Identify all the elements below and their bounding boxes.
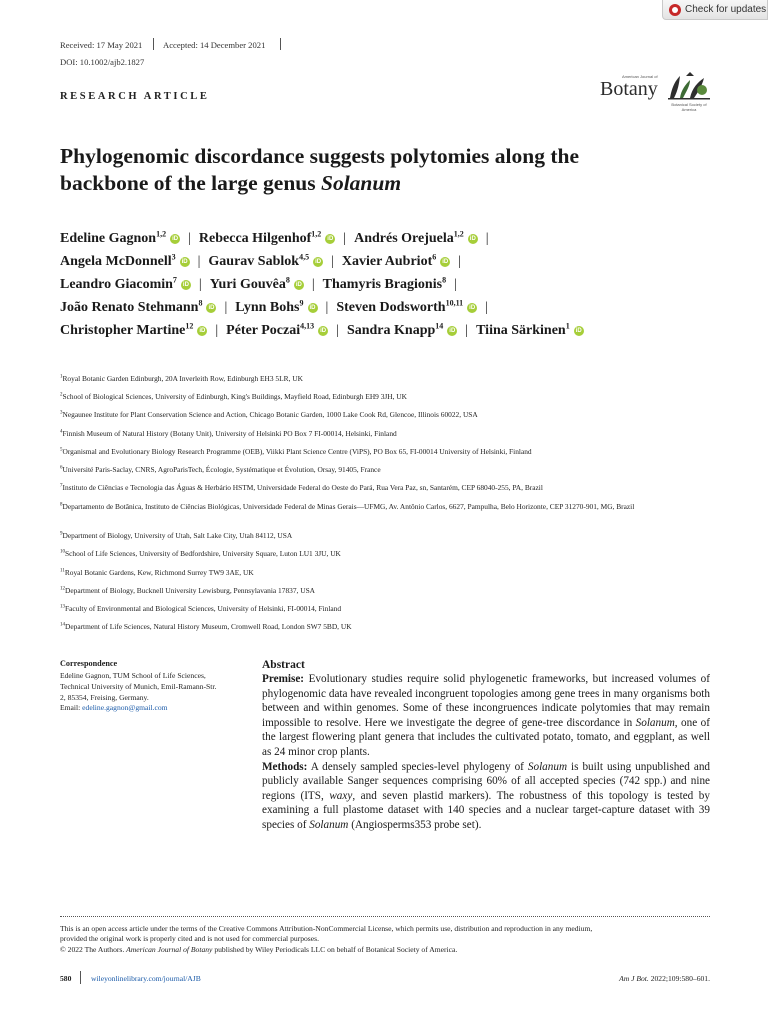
affiliation-number: 14 bbox=[60, 622, 65, 628]
affiliation-text: Department of Life Sciences, Natural History Museum, Cromwell Road, London SW7 5BD, UK bbox=[65, 622, 352, 631]
abstract-block bbox=[262, 659, 710, 833]
check-updates-icon bbox=[669, 4, 681, 16]
article-type: RESEARCH ARTICLE bbox=[60, 91, 210, 102]
author bbox=[210, 277, 304, 292]
author-line bbox=[60, 323, 584, 339]
affiliation bbox=[60, 604, 690, 614]
author-separator: | bbox=[343, 231, 347, 246]
author bbox=[347, 323, 457, 338]
page-number: 580 bbox=[60, 974, 72, 983]
author-line bbox=[60, 231, 497, 247]
orcid-icon[interactable]: iD bbox=[309, 304, 316, 311]
orcid-icon[interactable]: iD bbox=[320, 327, 327, 334]
affiliation-number: 7 bbox=[60, 483, 63, 489]
author bbox=[476, 323, 584, 338]
author-name: Andrés Orejuela bbox=[354, 231, 454, 246]
author-line bbox=[60, 300, 496, 316]
check-for-updates-label: Check for updates bbox=[685, 4, 767, 15]
author-affiliation-ref: 1,2 bbox=[453, 229, 464, 239]
affiliation-text: Finnish Museum of Natural History (Botany Unit), University of Helsinki PO Box 7 FI-00014, Helsinki, Finland bbox=[62, 429, 397, 438]
author-separator: | bbox=[311, 277, 315, 292]
author-affiliation-ref: 6 bbox=[432, 252, 437, 262]
author-line bbox=[60, 254, 469, 270]
orcid-icon[interactable]: iD bbox=[449, 327, 456, 334]
affiliation bbox=[60, 429, 690, 439]
journal-kicker: American Journal of bbox=[622, 74, 658, 79]
author bbox=[336, 300, 477, 315]
author-name: Angela McDonnell bbox=[60, 254, 172, 269]
affiliation bbox=[60, 531, 690, 541]
author-affiliation-ref: 8 bbox=[285, 275, 290, 285]
received-date: Received: 17 May 2021 bbox=[60, 40, 143, 50]
affiliation bbox=[60, 568, 690, 578]
affiliation bbox=[60, 447, 690, 457]
orcid-icon[interactable]: iD bbox=[469, 304, 476, 311]
accepted-date: Accepted: 14 December 2021 bbox=[163, 40, 266, 50]
orcid-icon[interactable]: iD bbox=[182, 281, 189, 288]
affiliation bbox=[60, 392, 690, 402]
correspondence-block bbox=[60, 659, 260, 714]
affiliation-number: 2 bbox=[60, 392, 63, 398]
affiliation-number: 4 bbox=[60, 429, 63, 435]
affiliation-text: Department of Biology, Bucknell University Lewisburg, Pennsylavania 17837, USA bbox=[65, 586, 316, 595]
affiliation-number: 5 bbox=[60, 447, 63, 453]
orcid-icon[interactable]: iD bbox=[172, 235, 179, 242]
plant-logo-icon bbox=[666, 72, 712, 102]
citation: Am J Bot. 2022;109:580–601. bbox=[619, 974, 710, 983]
author bbox=[60, 323, 207, 338]
society-name: Botanical Society of America bbox=[671, 102, 707, 112]
author-separator: | bbox=[325, 300, 329, 315]
author-affiliation-ref: 10,11 bbox=[445, 298, 464, 308]
author-affiliation-ref: 8 bbox=[442, 275, 447, 285]
orcid-icon[interactable]: iD bbox=[208, 304, 215, 311]
author-separator: | bbox=[331, 254, 334, 269]
author bbox=[342, 254, 450, 269]
correspondence-email-link[interactable]: edeline.gagnon@gmail.com bbox=[82, 703, 168, 713]
author-name: Sandra Knapp bbox=[346, 323, 436, 338]
orcid-icon[interactable]: iD bbox=[199, 327, 206, 334]
affiliation-text: Departamento de Botânica, Instituto de Ciências Biológicas, Universidade Federal de Minas Gerais—UFMG, Av. Antônio Carlos, 6627, Pampulha, Belo Horizonte, CEP 31270-901, MG, Brazil bbox=[62, 502, 635, 511]
abstract-methods: Methods: A densely sampled species-level phylogeny of Solanum is built using unpublished and publicly available Sanger sequences comprising 60% of all accepted species (742 spp.) and nine regions (ITS, waxy, and seven plastid markers). The robustness of this topology is tested by examining a full plastome dataset with 140 species and a nuclear target-capture dataset with 39 species of Solanum (Angiosperms353 probe set). bbox=[262, 760, 711, 831]
journal-url-link[interactable]: wileyonlinelibrary.com/journal/AJB bbox=[91, 974, 201, 983]
affiliation-number: 8 bbox=[60, 502, 63, 508]
author-affiliation-ref: 12 bbox=[185, 321, 194, 331]
header-divider bbox=[153, 38, 154, 50]
abstract-premise: Premise: Evolutionary studies require solid phylogenetic frameworks, but increased volumes of phylogenomic data have revealed incongruent topologies among gene trees in many organisms both between and within genomes. Some of these incongruences indicate polytomies that may remain impossible to resolve. Here we investigate the degree of gene-tree discordance in Solanum, one of the largest flowering plant genera that includes the cultivated potato, tomato, and eggplant, as well as 24 minor crop plants. bbox=[262, 673, 710, 758]
journal-name: Botany bbox=[600, 78, 658, 100]
affiliation-text: Department of Biology, University of Utah, Salt Lake City, Utah 84112, USA bbox=[62, 531, 293, 540]
author-affiliation-ref: 8 bbox=[198, 298, 203, 308]
author bbox=[226, 323, 328, 338]
author-affiliation-ref: 1 bbox=[565, 321, 570, 331]
author-affiliation-ref: 1,2 bbox=[311, 229, 322, 239]
correspondence-address bbox=[60, 671, 260, 703]
author-affiliation-ref: 4,13 bbox=[300, 321, 315, 331]
author-separator: | bbox=[465, 323, 469, 338]
author-separator: | bbox=[485, 231, 489, 246]
author-separator: | bbox=[454, 277, 457, 292]
author bbox=[323, 277, 446, 292]
affiliation-text: Université Paris-Saclay, CNRS, AgroParisTech, Écologie, Systématique et Évolution, Orsay, 91405, France bbox=[62, 465, 381, 474]
author-name: Lynn Bohs bbox=[235, 300, 300, 315]
affiliation-number: 6 bbox=[60, 465, 63, 471]
affiliation-number: 12 bbox=[60, 586, 65, 592]
author-separator: | bbox=[336, 323, 339, 338]
orcid-icon[interactable]: iD bbox=[295, 281, 302, 288]
affiliation bbox=[60, 483, 690, 493]
author bbox=[235, 300, 317, 315]
affiliation-number: 11 bbox=[60, 568, 65, 574]
affiliation bbox=[60, 374, 690, 384]
license-divider bbox=[60, 916, 710, 917]
author-name: Thamyris Bragionis bbox=[322, 277, 443, 292]
author-line bbox=[60, 277, 465, 293]
affiliation bbox=[60, 586, 690, 596]
author-affiliation-ref: 3 bbox=[171, 252, 176, 262]
orcid-icon[interactable]: iD bbox=[315, 258, 322, 265]
author-affiliation-ref: 4,5 bbox=[299, 252, 310, 262]
author bbox=[60, 231, 180, 246]
orcid-icon[interactable]: iD bbox=[442, 258, 449, 265]
author-separator: | bbox=[224, 300, 228, 315]
author bbox=[60, 300, 216, 315]
affiliation-text: Royal Botanic Garden Edinburgh, 20A Inverleith Row, Edinburgh EH3 5LR, UK bbox=[62, 374, 303, 383]
author-name: Tiina Särkinen bbox=[476, 323, 566, 338]
orcid-icon[interactable]: iD bbox=[181, 258, 188, 265]
correspondence-line: 2, 85354, Freising, Germany. bbox=[60, 692, 149, 702]
title-line-2: backbone of the large genus Solanum bbox=[60, 171, 402, 195]
correspondence-title: Correspondence bbox=[60, 659, 118, 668]
author-name: Christopher Martine bbox=[60, 323, 186, 338]
affiliation bbox=[60, 502, 690, 512]
affiliation-text: School of Biological Sciences, University of Edinburgh, King's Buildings, Mayfield Road, Edinburgh EH9 3JH, UK bbox=[62, 392, 407, 401]
author-name: Xavier Aubriot bbox=[341, 254, 433, 269]
author bbox=[208, 254, 323, 269]
author-separator: | bbox=[458, 254, 462, 269]
author bbox=[60, 277, 191, 292]
author-name: Leandro Giacomin bbox=[60, 277, 173, 292]
article-title bbox=[60, 143, 700, 197]
affiliation-text: Faculty of Environmental and Biological Sciences, University of Helsinki, FI-00014, Finland bbox=[65, 604, 342, 613]
affiliation-number: 3 bbox=[60, 410, 63, 416]
author-name: Yuri Gouvêa bbox=[209, 277, 286, 292]
author-name: Edeline Gagnon bbox=[60, 231, 157, 246]
correspondence-email-line: Email: edeline.gagnon@gmail.com bbox=[60, 703, 168, 713]
author-separator: | bbox=[215, 323, 219, 338]
orcid-icon[interactable]: iD bbox=[327, 235, 334, 242]
author-affiliation-ref: 1,2 bbox=[156, 229, 167, 239]
affiliation-number: 9 bbox=[60, 531, 63, 537]
affiliation-number: 13 bbox=[60, 604, 65, 610]
footer-divider bbox=[80, 971, 81, 984]
author bbox=[354, 231, 478, 246]
correspondence-line: Technical University of Munich, Emil-Ramann-Str. bbox=[60, 681, 217, 691]
abstract-title: Abstract bbox=[262, 659, 305, 671]
affiliation-text: Negaunee Institute for Plant Conservation Science and Action, Chicago Botanic Garden, 1000 Lake Cook Rd, Glencoe, Illinois 60022, USA bbox=[62, 410, 478, 419]
author-separator: | bbox=[197, 254, 201, 269]
author-name: Gaurav Sablok bbox=[208, 254, 300, 269]
author bbox=[60, 254, 190, 269]
orcid-icon[interactable]: iD bbox=[575, 327, 582, 334]
author-affiliation-ref: 14 bbox=[435, 321, 444, 331]
author-name: Rebecca Hilgenhof bbox=[198, 231, 312, 246]
affiliation bbox=[60, 410, 690, 420]
affiliation-text: Instituto de Ciências e Tecnologia das Águas & Herbário HSTM, Universidade Federal do Oeste do Pará, Rua Vera Paz, sn, Santarém, CEP 68040-255, PA, Brazil bbox=[62, 483, 543, 492]
genus-name: Solanum bbox=[321, 171, 402, 195]
doi: DOI: 10.1002/ajb2.1827 bbox=[60, 57, 145, 67]
author-name: Steven Dodsworth bbox=[336, 300, 446, 315]
author-name: Péter Poczai bbox=[226, 323, 301, 338]
license-text: This is an open access article under the terms of the Creative Commons Attribution-NonCommercial License, which permits use, distribution and reproduction in any medium, provided the original work is properly cited and is not used for commercial purposes. © 2022 The Authors. American Journal of Botany published by Wiley Periodicals LLC on behalf of Botanical Society of America. bbox=[60, 924, 593, 954]
affiliation bbox=[60, 465, 690, 475]
author-name: João Renato Stehmann bbox=[60, 300, 199, 315]
journal-logo bbox=[600, 72, 712, 112]
orcid-icon[interactable]: iD bbox=[469, 235, 476, 242]
author-separator: | bbox=[198, 277, 202, 292]
correspondence-line: Edeline Gagnon, TUM School of Life Sciences, bbox=[60, 671, 206, 680]
author-affiliation-ref: 7 bbox=[172, 275, 177, 285]
affiliation bbox=[60, 549, 690, 559]
author-separator: | bbox=[188, 231, 191, 246]
author-separator: | bbox=[485, 300, 488, 315]
affiliation-number: 10 bbox=[60, 549, 65, 555]
affiliation bbox=[60, 622, 690, 632]
author bbox=[199, 231, 335, 246]
affiliation-text: School of Life Sciences, University of Bedfordshire, University Square, Luton LU1 3JU, UK bbox=[65, 549, 341, 558]
header-divider bbox=[280, 38, 281, 50]
affiliation-text: Organismal and Evolutionary Biology Research Programme (OEB), Viikki Plant Science Centre (ViPS), PO Box 65, FI-00014 University of Helsinki, Finland bbox=[62, 447, 532, 456]
author-affiliation-ref: 9 bbox=[299, 298, 304, 308]
check-for-updates-button[interactable] bbox=[662, 0, 768, 20]
affiliation-number: 1 bbox=[60, 374, 63, 380]
affiliation-text: Royal Botanic Gardens, Kew, Richmond Surrey TW9 3AE, UK bbox=[64, 568, 254, 577]
title-line-1: Phylogenomic discordance suggests polytomies along the bbox=[60, 144, 579, 168]
